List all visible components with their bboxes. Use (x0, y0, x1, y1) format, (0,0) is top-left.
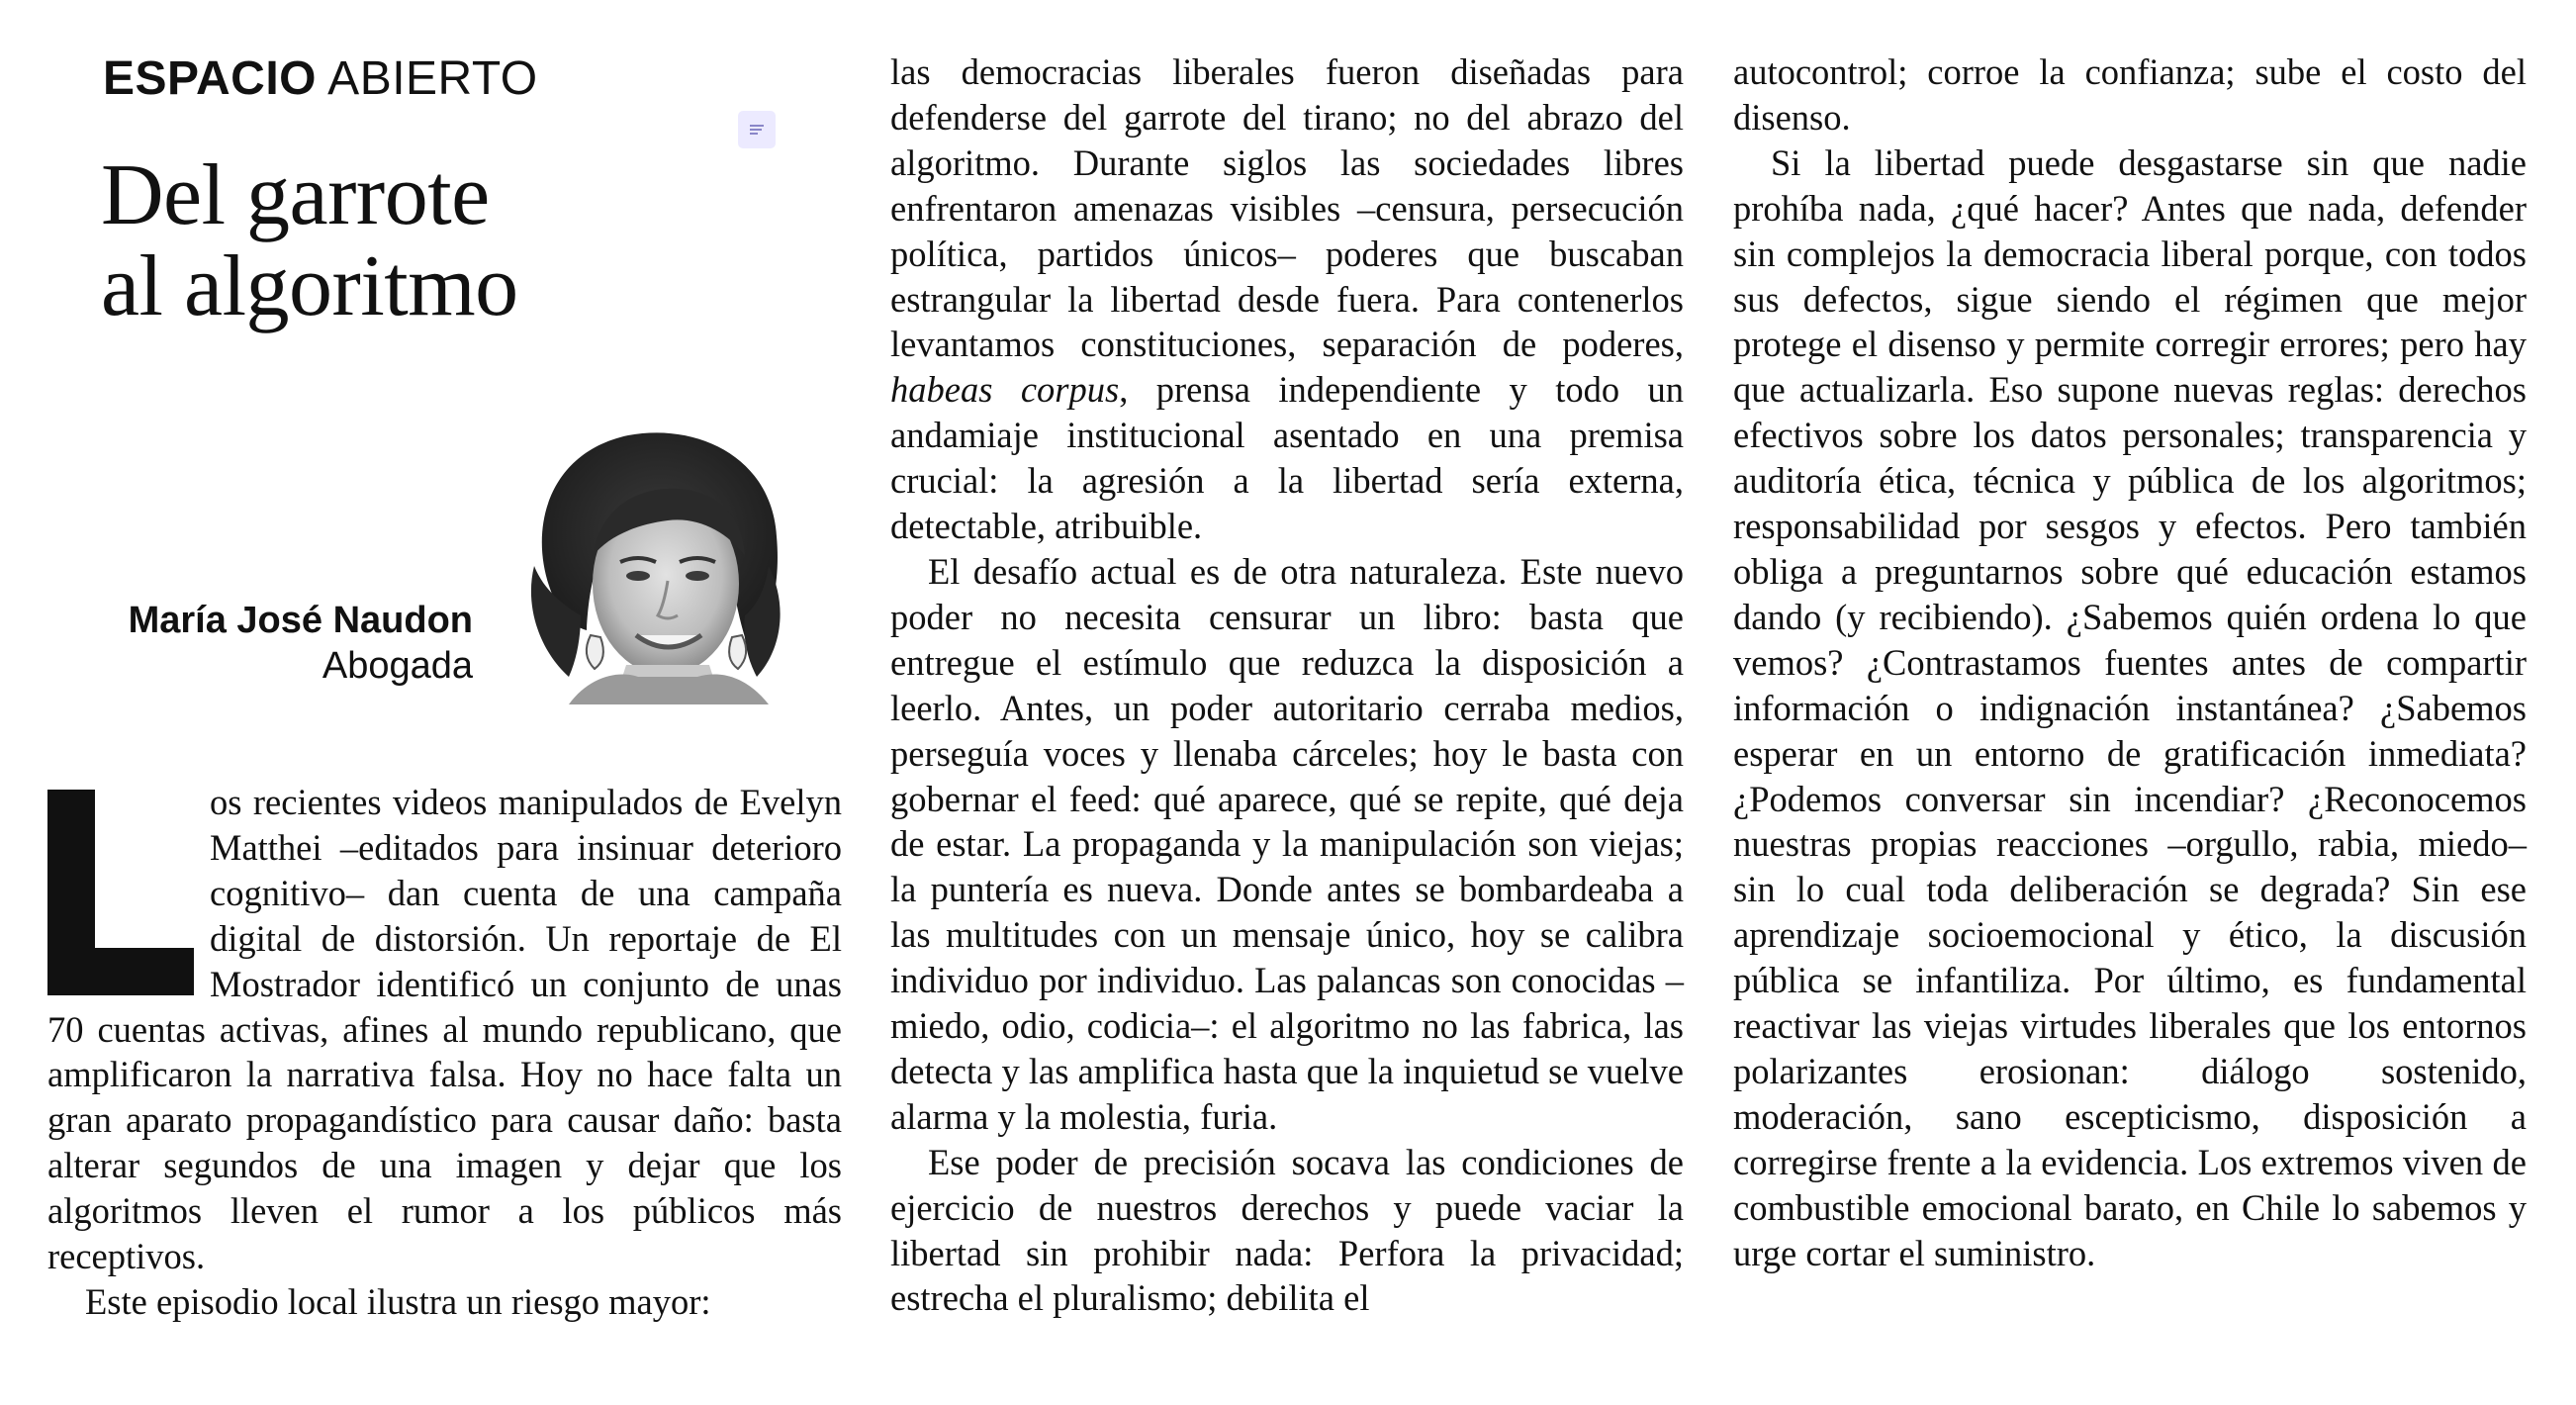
author-portrait (509, 418, 796, 704)
body-column-2 (890, 49, 1684, 1321)
article-title-line-1: Del garrote (101, 147, 490, 243)
author-name: María José Naudon (128, 600, 473, 641)
drop-cap (47, 790, 194, 995)
paragraph: El desafío actual es de otra naturaleza. Este nuevo poder no necesita censurar un libro: basta que entregue el estímulo que reduzca la disposición a leerlo. Antes, un poder autoritario cerraba medios, perseguía voces y llenaba cárceles; hoy le basta con gobernar el feed: qué aparece, qué se repite, qué deja de estar. La propaganda y la manipulación son viejas; la puntería es nueva. Donde antes se bombardeaba a las multitudes con un mensaje único, hoy se calibra individuo por individuo. Las palancas son conocidas –miedo, odio, codicia–: el algoritmo no las fabrica, las detecta y las amplifica hasta que la inquietud se vuelve alarma y la molestia, furia. (890, 550, 1684, 1137)
byline (129, 598, 473, 689)
paragraph: Si la libertad puede desgastarse sin que nadie prohíba nada, ¿qué hacer? Antes que nada, defender sin complejos la democracia liberal porque, con todos sus defectos, sigue siendo el régimen que mejor protege el disenso y permite corregir errores; pero hay que actualizarla. Eso supone nuevas reglas: derechos efectivos sobre los datos personales; transparencia y auditoría ética, técnica y pública de los algoritmos; responsabilidad por sesgos y efectos. Pero también obliga a preguntarnos sobre qué educación estamos dando (y recibiendo). ¿Sabemos quién ordena lo que vemos? ¿Contrastamos fuentes antes de compartir información o indignación instantánea? ¿Sabemos esperar en un entorno de gratificación inmediata? ¿Podemos conversar sin incendiar? ¿Reconocemos nuestras propias reacciones –orgullo, rabia, miedo– sin lo cual toda deliberación se degrada? Sin ese aprendizaje socioemocional y ético, la discusión pública se infantiliza. Por último, es fundamental reactivar las viejas virtudes liberales que los entornos polarizantes erosionan: diálogo sostenido, moderación, sano escepticismo, disposición a corregirse frente a la evidencia. Los extremos viven de combustible emocional barato, en Chile lo sabemos y urge cortar el suministro. (1733, 141, 2527, 1273)
paragraph: autocontrol; corroe la confianza; sube el costo del disenso. (1733, 51, 2527, 138)
article-title (101, 147, 518, 334)
section-label (103, 51, 538, 106)
body-column-1 (47, 780, 842, 1325)
paragraph: os recientes videos manipulados de Evelyn Matthei –editados para insinuar deterioro cognitivo– dan cuenta de una campaña digital de distorsión. Un reportaje de El Mostrador identificó un conjunto de unas 70 cuentas activas, afines al mundo republicano, que amplificaron la narrativa falsa. Hoy no hace falta un gran aparato propagandístico para causar daño: basta alterar segundos de una imagen y dejar que los algoritmos lleven el rumor a los públicos más receptivos. (47, 782, 842, 1277)
italic-term: habeas corpus (890, 369, 1120, 411)
paragraph: Este episodio local ilustra un riesgo mayor: (85, 1280, 711, 1322)
section-label-bold: ESPACIO (103, 52, 317, 105)
paragraph: Ese poder de precisión socava las condiciones de ejercicio de nuestros derechos y puede vaciar la libertad sin prohibir nada: Perfora la privacidad; estrecha el pluralismo; debilita el (890, 1141, 1684, 1319)
note-icon[interactable] (738, 111, 776, 148)
article-title-line-2: al algoritmo (101, 238, 518, 334)
paragraph: las democracias liberales fueron diseñadas para defenderse del garrote del tirano; no del abrazo del algoritmo. Durante siglos las sociedades libres enfrentaron amenazas visibles –censura, persecución política, partidos únicos– poderes que buscaban estrangular la libertad desde fuera. Para contenerlos levantamos constituciones, separación de poderes, habeas corpus, prensa independiente y todo un andamiaje institucional asentado en una premisa crucial: la agresión a la libertad sería externa, detectable, atribuible. (890, 51, 1684, 547)
body-column-3 (1733, 49, 2527, 1275)
section-label-light: ABIERTO (327, 52, 538, 105)
author-role: Abogada (322, 645, 473, 687)
